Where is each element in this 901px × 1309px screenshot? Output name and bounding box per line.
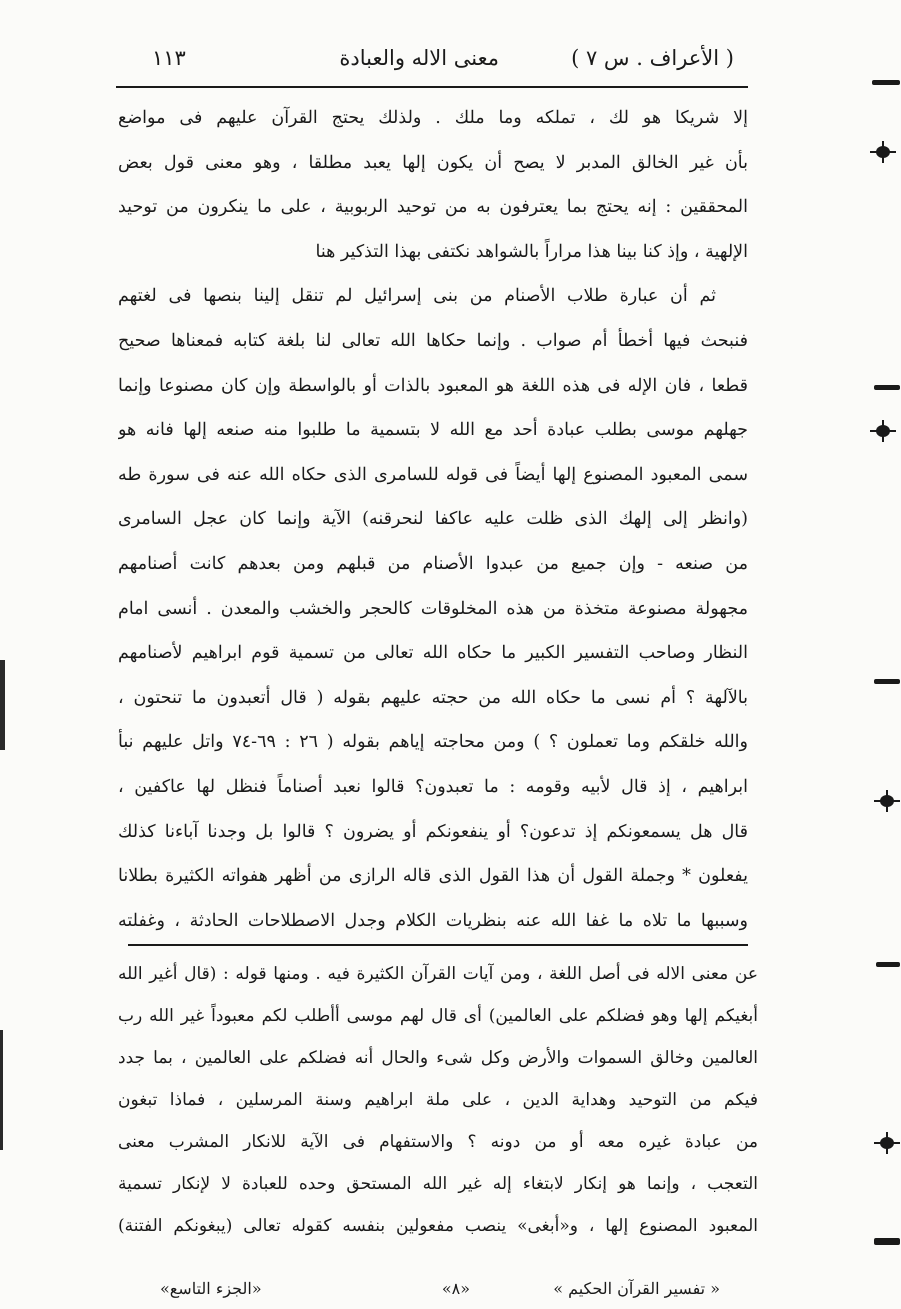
footnote-line: فيكم من التوحيد وهداية الدين ، على ملة ابراهيم وسنة المرسلين ، فماذا تبغون	[118, 1090, 758, 1110]
text-line: بأن غير الخالق المدبر لا يصح أن يكون إلها يعبد مطلقا ، وهو معنى قول بعض	[118, 152, 748, 173]
text-line: المحققين : إنه يحتج بما يعترفون به من توحيد الربوبية ، على ما ينكرون من توحيد	[118, 197, 748, 218]
text-line: ابراهيم ، إذ قال لأبيه وقومه : ما تعبدون؟ قالوا نعبد أصناماً فنظل لها عاكفين ،	[118, 776, 748, 797]
text-line: من صنعه - وإن جميع من عبدوا الأصنام من قبلهم ومن بعدهم كانت أصنامهم	[118, 553, 748, 574]
scan-edge-shadow	[0, 1030, 3, 1150]
scan-edge-shadow	[0, 660, 5, 750]
footnote-line: عن معنى الاله فى أصل اللغة ، ومن آيات القرآن الكثيرة فيه . ومنها قوله : (قال أغير الله	[118, 964, 758, 984]
text-line: النظار وصاحب التفسير الكبير ما حكاه الله تعالى من تسمية قوم ابراهيم لأصنامهم	[118, 643, 748, 664]
text-line: سمى المعبود المصنوع إلها أيضاً فى قوله للسامرى الذى حكاه الله عنه فى سورة طه	[118, 464, 748, 485]
text-line: (وانظر إلى إلهك الذى ظلت عليه عاكفا لنحرقنه) الآية وإنما كان عجل السامرى	[118, 509, 748, 530]
text-line: وسببها ما تلاه ما غفا الله عنه بنظريات الكلام وجدل الاصطلاحات الحادثة ، وغفلته	[118, 910, 748, 931]
scan-mark	[874, 385, 900, 390]
scan-mark	[874, 1238, 900, 1245]
footnote-line: أبغيكم إلها وهو فضلكم على العالمين) أى قال لهم موسى أأطلب لكم معبوداً غير الله رب	[118, 1006, 758, 1026]
footnote-line: العالمين وخالق السموات والأرض وكل شىء والحال أنه فضلكم على العالمين ، بما جدد	[118, 1048, 758, 1068]
scan-blot	[876, 425, 890, 437]
scan-blot	[880, 1137, 894, 1149]
footnote-line: المعبود المصنوع إلها ، و«أبغى» ينصب مفعولين بنفسه كقوله تعالى (يبغونكم الفتنة)	[118, 1216, 758, 1236]
text-line: ثم أن عبارة طلاب الأصنام من بنى إسرائيل لم تنقل إلينا بنصها فى لغتهم	[118, 286, 716, 307]
header-rule	[116, 86, 748, 88]
footer-signature-number: «٨»	[441, 1279, 470, 1298]
text-line: مجهولة مصنوعة متخذة من هذه المخلوقات كالحجر والخشب والمعدن . أنسى امام	[118, 598, 748, 619]
text-line: فنبحث فيها أخطأ أم صواب . وإنما حكاها الله تعالى لنا بلغة كتابه فمعناها صحيح	[118, 330, 748, 351]
header-sura-reference: ( الأعراف . س ٧ )	[571, 46, 734, 70]
text-line: جهلهم موسى بطلب عبادة أحد مع الله لا بتسمية ما طلبوا منه صنعه إلها فانه هو	[118, 420, 748, 441]
text-line: إلا شريكا هو لك ، تملكه وما ملك . ولذلك يحتج القرآن عليهم فى مواضع	[118, 108, 748, 128]
page-footer	[140, 1276, 740, 1304]
scan-blot	[880, 795, 894, 807]
text-line: قال هل يسمعونكم إذ تدعون؟ أو ينفعونكم أو يضرون ؟ قالوا بل وجدنا آباءنا كذلك	[118, 821, 748, 842]
scan-blot	[876, 146, 890, 158]
main-text	[118, 96, 748, 943]
text-line: قطعا ، فان الإله فى هذه اللغة هو المعبود بالذات أو بالواسطة وإن كان مصنوعا وإنما	[118, 375, 748, 396]
text-line: الإلهية ، وإذ كنا بينا هذا مراراً بالشواهد نكتفى بهذا التذكير هنا	[315, 241, 748, 262]
footnote-line: من عبادة غيره معه أو من دونه ؟ والاستفهام فى الآية للانكار المشرب معنى	[118, 1132, 758, 1152]
scan-mark	[876, 962, 900, 967]
header-chapter-title: معنى الاله والعبادة	[339, 46, 499, 70]
scan-mark	[872, 80, 900, 85]
footer-volume: «الجزء التاسع»	[160, 1279, 262, 1298]
footnote-text	[118, 953, 758, 1247]
running-header	[128, 42, 754, 78]
scan-mark	[874, 679, 900, 684]
footnote-separator	[128, 944, 748, 946]
footer-book-title: « تفسير القرآن الحكيم »	[553, 1279, 720, 1298]
footnote-line: التعجب ، وإنما هو إنكار لابتغاء إله غير الله المستحق وحده للعبادة لا لإنكار تسمية	[118, 1174, 758, 1194]
text-line: يفعلون * وجملة القول أن هذا القول الذى قاله الرازى من أظهر هفواته الكثيرة بطلانا	[118, 866, 748, 887]
page-number: ١١٣	[152, 46, 186, 70]
text-line: بالآلهة ؟ أم نسى ما حكاه الله من حجته عليهم بقوله ( قال أتعبدون ما تنحتون ،	[118, 687, 748, 708]
text-line: والله خلقكم وما تعملون ؟ ) ومن محاجته إياهم بقوله ( ٢٦ : ٦٩-٧٤ واتل عليهم نبأ	[118, 732, 748, 753]
